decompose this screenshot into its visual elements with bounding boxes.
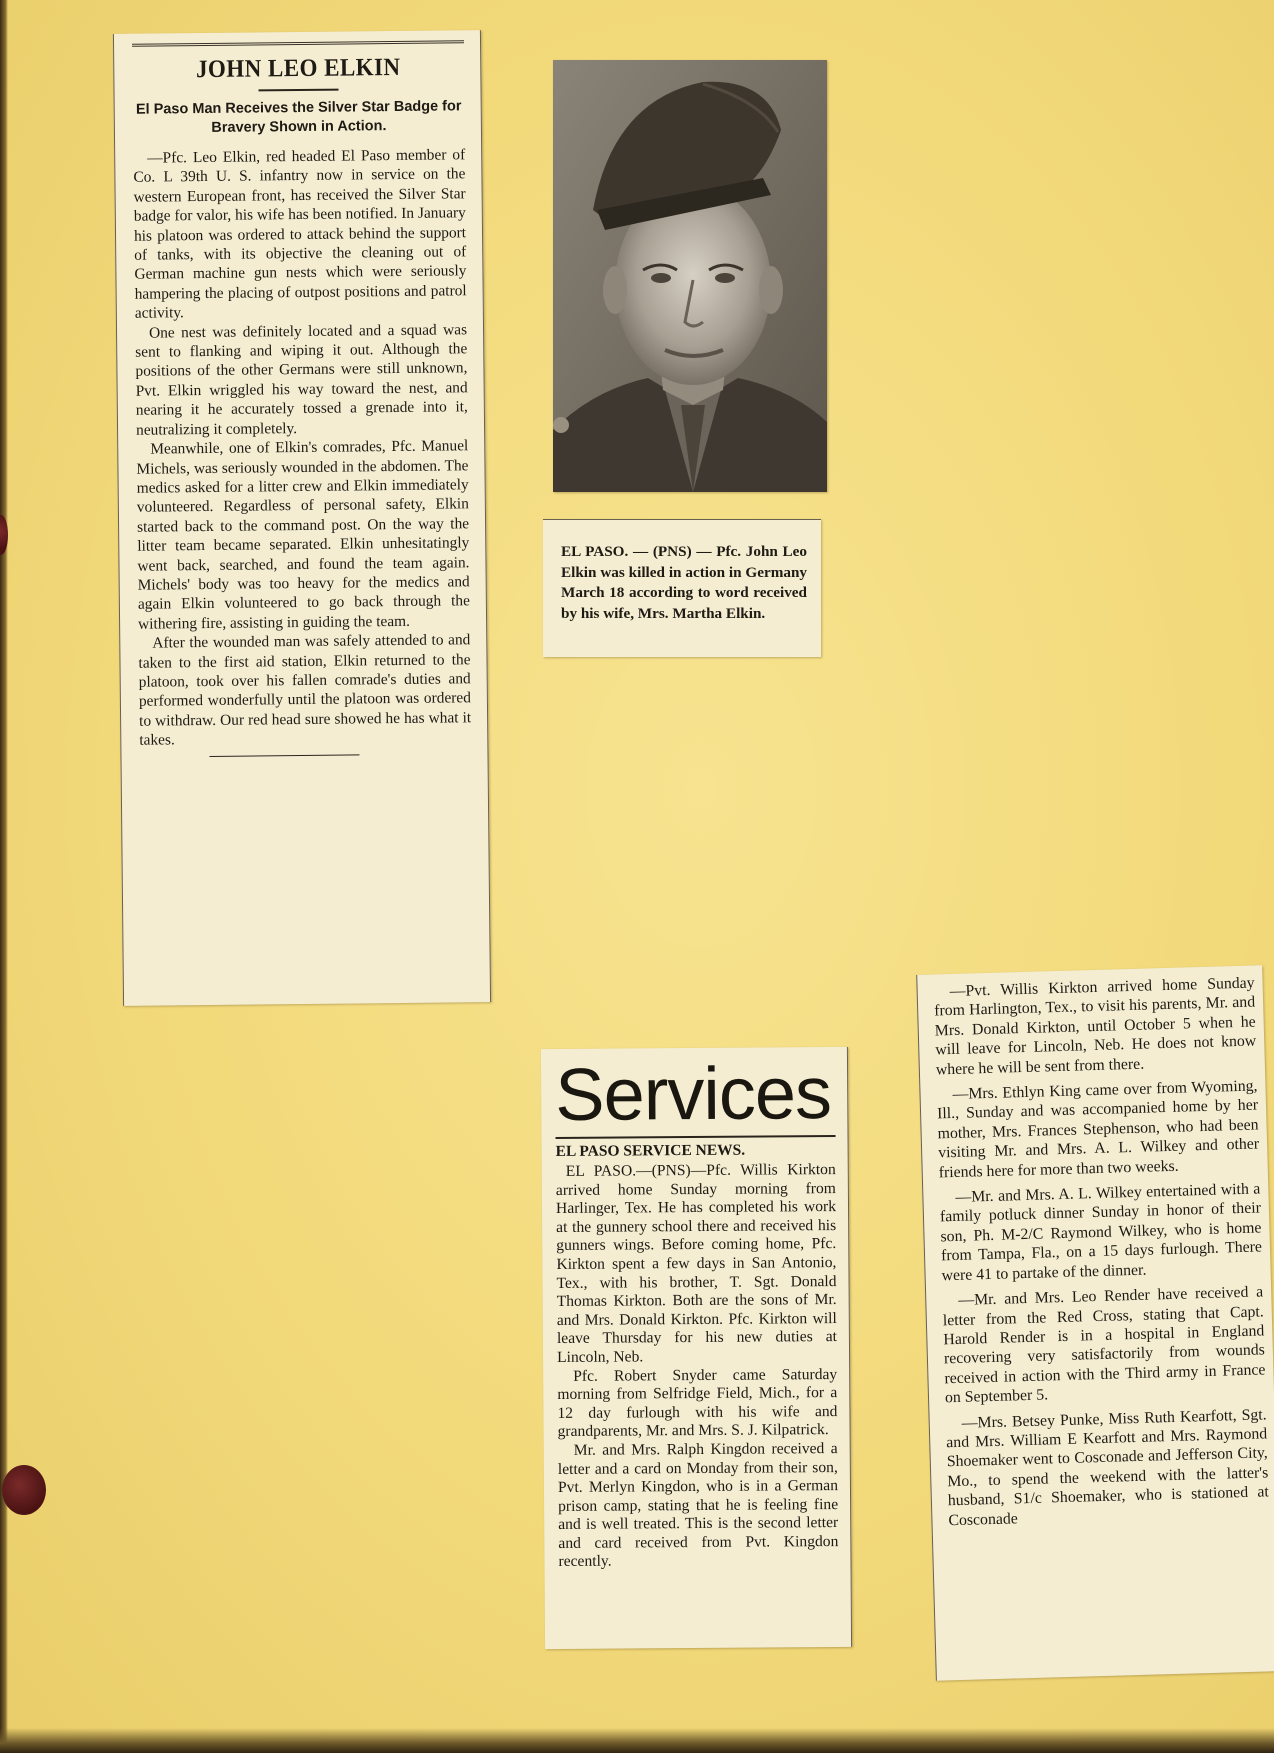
local-news-paragraph: —Pvt. Willis Kirkton arrived home Sunday from Harlington, Tex., to visit his parents, Mr. and Mrs. Donald Kirkton, until October 5 when he will leave for Lincoln, Neb. He does not know where he will be sent from there. bbox=[933, 974, 1257, 1079]
services-clipping bbox=[541, 1047, 852, 1649]
article-top-rule bbox=[132, 40, 464, 46]
local-news-paragraph: —Mr. and Mrs. Leo Render have received a letter from the Red Cross, stating that Capt. Harold Render is in a hospital in England recovering very satisfactorily from wounds received in action with the Third army in France on September 5. bbox=[942, 1283, 1266, 1407]
article-end-rule bbox=[209, 754, 359, 757]
services-column-heading: EL PASO SERVICE NEWS. bbox=[555, 1141, 746, 1160]
article-subheadline: El Paso Man Receives the Silver Star Badge for Bravery Shown in Action. bbox=[135, 98, 462, 136]
article-paragraph: —Pfc. Leo Elkin, red headed El Paso member of Co. L 39th U. S. infantry now in service on the western European front, has received the Silver Star badge for valor, his wife has been notified. In January his platoon was ordered to attack behind the support of tanks, with its objective the cleaning out of German machine gun nests which were seriously hampering the placing of outpost positions and patrol activity. bbox=[133, 146, 467, 322]
services-body bbox=[556, 1161, 839, 1572]
services-paragraph: Mr. and Mrs. Ralph Kingdon received a letter and a card on Monday from their son, Pvt. Merlyn Kingdon, who is in a German prison camp, stating that he is feeling fine and is well treated. This is the second letter and card received from Pvt. Kingdon recently. bbox=[557, 1439, 839, 1571]
article-clipping bbox=[113, 30, 491, 1006]
article-paragraph: One nest was definitely located and a squad was sent to flanking and wiping it out. Although the positions of the other Germans were still unknown, Pvt. Elkin wriggled his way toward the nest, and nearing it he accurately tossed a grenade into it, neutralizing it completely. bbox=[135, 320, 468, 439]
soldier-portrait-photo bbox=[553, 60, 827, 492]
death-notice-text: EL PASO. — (PNS) — Pfc. John Leo Elkin was killed in action in Germany March 18 according to word received by his wife, Mrs. Martha Elkin. bbox=[561, 543, 807, 622]
services-paragraph: Pfc. Robert Snyder came Saturday morning from Selfridge Field, Mich., for a 12 day furlough with his wife and grandparents, Mr. and Mrs. S. J. Kilpatrick. bbox=[557, 1365, 838, 1441]
local-news-paragraph: —Mr. and Mrs. A. L. Wilkey entertained with a family potluck dinner Sunday in honor of their son, Ph. M-2/C Raymond Wilkey, who is home from Tampa, Fla., on a 15 days furlough. There were 41 to partake of the dinner. bbox=[939, 1180, 1263, 1285]
death-notice-clipping bbox=[543, 519, 821, 657]
services-paragraph: EL PASO.—(PNS)—Pfc. Willis Kirkton arrived home Sunday morning from Harlinger, Tex. He has completed his work at the gunnery school there and received his gunners wings. Before coming home, Pfc. Kirkton spent a few days in San Antonio, Tex., with his brother, T. Sgt. Donald Thomas Kirkton. Both are the sons of Mr. and Mrs. Donald Kirkton. Pfc. Kirkton will leave Thursday for his new duties at Lincoln, Neb. bbox=[555, 1161, 837, 1366]
article-body bbox=[133, 145, 471, 750]
services-masthead: Services bbox=[554, 1051, 832, 1136]
article-paragraph: After the wounded man was safely attended to and taken to the first aid station, Elkin returned to the platoon, took over his fallen comrade's duties and performed wonderfully until the platoon was ordered to withdraw. Our red head sure showed he has what it takes. bbox=[138, 631, 472, 749]
punch-hole-lower bbox=[2, 1465, 46, 1515]
portrait-illustration bbox=[553, 60, 827, 492]
local-news-paragraph: —Mrs. Ethlyn King came over from Wyoming, Ill., Sunday and was accompanied home by her mother, Mrs. Frances Stephenson, who had been visiting Mr. and Mrs. A. L. Wilkey and other friends here for more than two weeks. bbox=[936, 1077, 1260, 1182]
article-paragraph: Meanwhile, one of Elkin's comrades, Pfc. Manuel Michels, was seriously wounded in the abdomen. The medics asked for a litter crew and Elkin immediately volunteered. Regardless of personal safety, Elkin started back to the command post. On the way the litter team became separated. Elkin unhesitatingly went back, searched, and found the team again. Michels' body was too heavy for the medics and again Elkin volunteered to go back through the withering fire, assisting in guiding the team. bbox=[136, 437, 470, 633]
article-headline: JOHN LEO ELKIN bbox=[195, 53, 401, 84]
local-news-clipping bbox=[916, 965, 1274, 1680]
local-news-paragraph: —Mrs. Betsey Punke, Miss Ruth Kearfott, Sgt. and Mrs. William E Kearfott and Mrs. Raymond Shoemaker went to Cosconade and Jefferson City, Mo., to spend the weekend with the latter's husband, S1/c Shoemaker, who is stationed at Cosconade bbox=[946, 1405, 1270, 1529]
page-bottom-edge bbox=[0, 1728, 1274, 1753]
headline-rule bbox=[259, 89, 339, 92]
